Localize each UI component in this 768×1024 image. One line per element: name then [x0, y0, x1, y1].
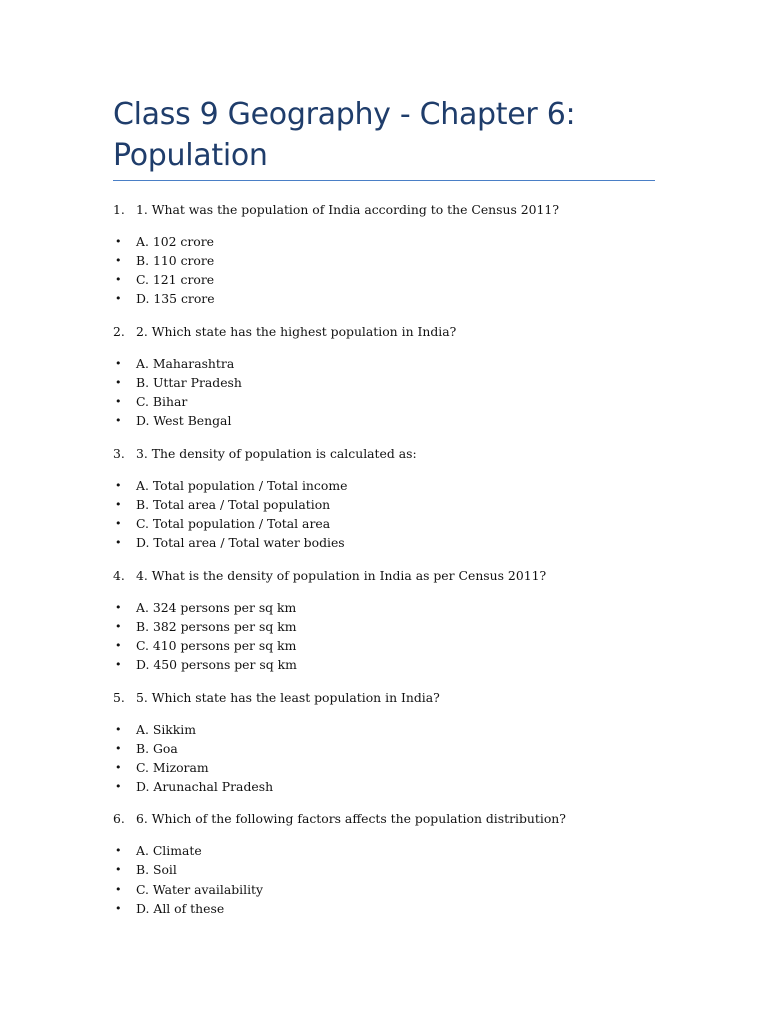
bullet-icon: •: [115, 619, 122, 633]
option-text: A. Sikkim: [136, 721, 197, 737]
option-item: [113, 899, 673, 918]
bullet-icon: •: [115, 863, 122, 877]
bullet-icon: •: [115, 254, 122, 268]
option-item: [113, 495, 673, 514]
option-list: [113, 232, 673, 308]
bullet-icon: •: [115, 356, 122, 370]
bullet-icon: •: [115, 882, 122, 896]
option-item: [113, 373, 673, 392]
bullet-icon: •: [115, 600, 122, 614]
question-text: 6. Which of the following factors affects the population distribution?: [136, 811, 566, 827]
option-text: B. Total area / Total population: [136, 496, 331, 512]
option-item: [113, 739, 673, 758]
option-text: B. Uttar Pradesh: [136, 374, 242, 390]
option-text: C. 121 crore: [136, 272, 215, 288]
option-text: D. All of these: [136, 900, 225, 916]
bullet-icon: •: [115, 760, 122, 774]
question-text: 5. Which state has the least population in India?: [136, 689, 440, 705]
bullet-icon: •: [115, 657, 122, 671]
bullet-icon: •: [115, 375, 122, 389]
option-item: [113, 232, 673, 251]
question-block: [113, 566, 673, 674]
question-block: [113, 688, 673, 796]
title-divider: [113, 180, 655, 181]
question-text: 4. What is the density of population in India as per Census 2011?: [136, 567, 547, 583]
option-text: B. Soil: [136, 862, 177, 878]
option-text: C. Total population / Total area: [136, 515, 331, 531]
option-item: [113, 636, 673, 655]
bullet-icon: •: [115, 901, 122, 915]
option-item: [113, 720, 673, 739]
question-text: 2. Which state has the highest population in India?: [136, 323, 457, 339]
option-item: [113, 880, 673, 899]
bullet-icon: •: [115, 414, 122, 428]
question-item: [113, 322, 673, 342]
option-item: [113, 655, 673, 674]
bullet-icon: •: [115, 497, 122, 511]
bullet-icon: •: [115, 478, 122, 492]
option-text: B. Goa: [136, 740, 178, 756]
option-text: D. 135 crore: [136, 291, 215, 307]
option-item: [113, 533, 673, 552]
option-text: A. Climate: [136, 843, 202, 859]
bullet-icon: •: [115, 638, 122, 652]
question-number: 6.: [113, 811, 125, 827]
option-text: B. 110 crore: [136, 253, 215, 269]
option-item: [113, 841, 673, 860]
option-item: [113, 289, 673, 308]
option-text: D. Total area / Total water bodies: [136, 535, 345, 551]
option-text: D. Arunachal Pradesh: [136, 778, 274, 794]
question-item: [113, 566, 673, 586]
question-block: [113, 809, 673, 917]
option-item: [113, 514, 673, 533]
option-item: [113, 598, 673, 617]
question-number: 2.: [113, 323, 125, 339]
option-text: C. Mizoram: [136, 759, 209, 775]
bullet-icon: •: [115, 516, 122, 530]
option-item: [113, 617, 673, 636]
question-number: 5.: [113, 689, 125, 705]
option-text: C. Bihar: [136, 394, 188, 410]
option-text: B. 382 persons per sq km: [136, 618, 297, 634]
option-list: [113, 720, 673, 796]
option-item: [113, 860, 673, 879]
bullet-icon: •: [115, 395, 122, 409]
question-block: [113, 444, 673, 552]
option-text: C. Water availability: [136, 881, 264, 897]
question-text: 3. The density of population is calculated as:: [136, 445, 417, 461]
option-item: [113, 758, 673, 777]
option-list: [113, 476, 673, 552]
option-text: D. 450 persons per sq km: [136, 656, 297, 672]
option-item: [113, 392, 673, 411]
option-text: C. 410 persons per sq km: [136, 637, 297, 653]
option-text: D. West Bengal: [136, 413, 232, 429]
option-item: [113, 476, 673, 495]
bullet-icon: •: [115, 779, 122, 793]
question-block: [113, 200, 673, 308]
option-item: [113, 270, 673, 289]
bullet-icon: •: [115, 741, 122, 755]
question-item: [113, 200, 673, 220]
option-list: [113, 841, 673, 917]
question-item: [113, 688, 673, 708]
option-text: A. Maharashtra: [136, 355, 235, 371]
bullet-icon: •: [115, 536, 122, 550]
option-list: [113, 354, 673, 430]
option-text: A. 102 crore: [136, 234, 214, 249]
bullet-icon: •: [115, 722, 122, 736]
option-list: [113, 598, 673, 674]
question-number: 3.: [113, 445, 125, 461]
bullet-icon: •: [115, 844, 122, 858]
bullet-icon: •: [115, 292, 122, 306]
option-item: [113, 411, 673, 430]
document-title: Class 9 Geography - Chapter 6: Population: [113, 97, 576, 173]
option-text: A. 324 persons per sq km: [136, 599, 297, 615]
option-item: [113, 354, 673, 373]
option-item: [113, 777, 673, 796]
question-block: [113, 322, 673, 430]
bullet-icon: •: [115, 273, 122, 287]
question-number: 1.: [113, 202, 125, 217]
question-item: [113, 809, 673, 829]
question-text: 1. What was the population of India according to the Census 2011?: [136, 202, 559, 217]
question-item: [113, 444, 673, 464]
option-text: A. Total population / Total income: [136, 477, 348, 493]
question-number: 4.: [113, 567, 125, 583]
question-list: [113, 200, 673, 931]
option-item: [113, 251, 673, 270]
bullet-icon: •: [115, 235, 122, 248]
